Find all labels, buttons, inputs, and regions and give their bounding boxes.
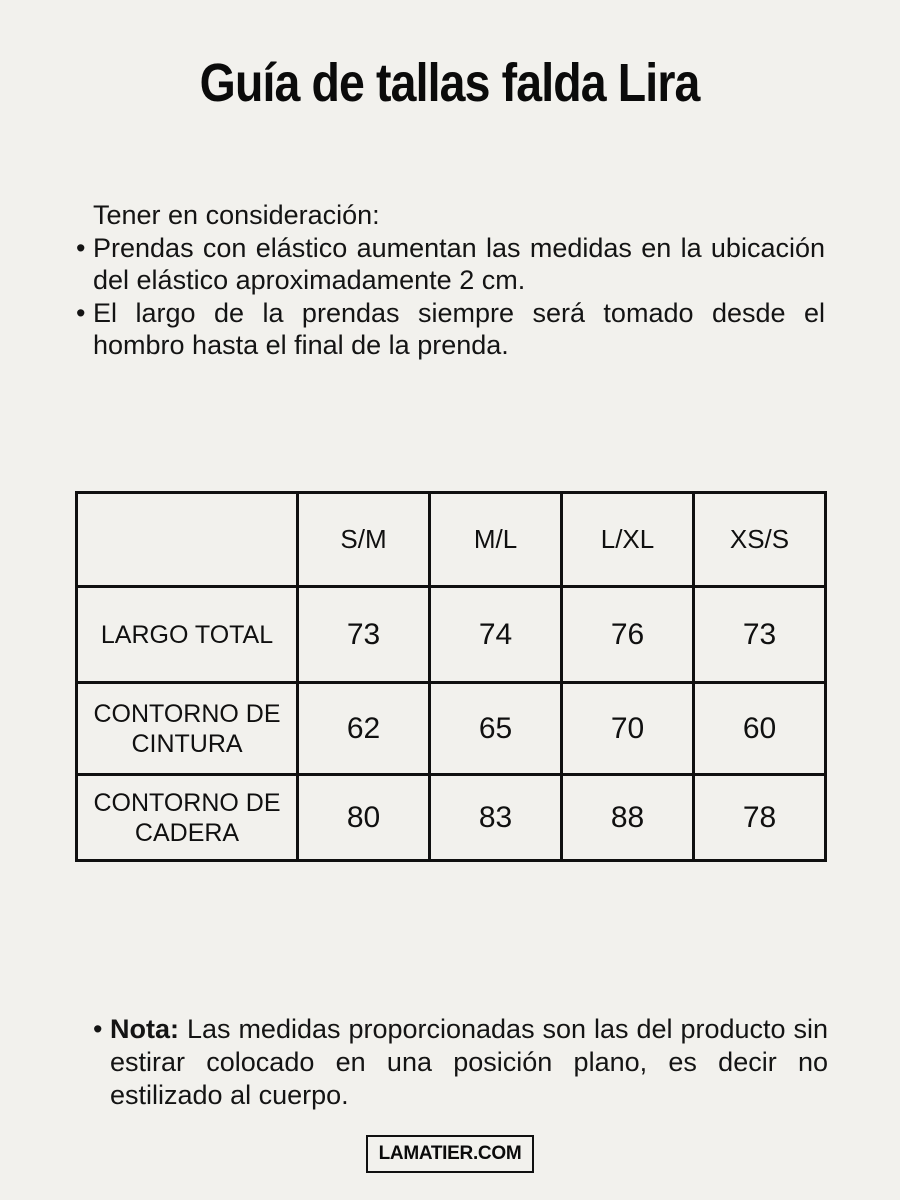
cell-value: 73 [298,587,430,683]
table-row [77,775,826,861]
footer-site-link[interactable]: LAMATIER.COM [378,1143,522,1164]
cell-value: 76 [562,587,694,683]
cell-value: 78 [694,775,826,861]
considerations-section [75,199,825,362]
bullet-icon: • [93,1014,103,1044]
column-header-ml: M/L [430,493,562,587]
table-row [77,587,826,683]
considerations-heading: Tener en consideración: [93,200,380,230]
bullet-icon: • [76,297,86,328]
bullet-icon: • [76,232,86,263]
note-label: Nota: [110,1014,179,1044]
row-label-contorno-cadera: CONTORNO DE CADERA [77,775,298,861]
cell-value: 60 [694,683,826,775]
note-text [110,1013,828,1112]
cell-value: 74 [430,587,562,683]
consideration-text: El largo de la prendas siempre será tomado desde el hombro hasta el final de la prenda. [93,297,825,360]
consideration-item [75,232,825,297]
cell-value: 83 [430,775,562,861]
footer [0,1135,900,1173]
cell-value: 65 [430,683,562,775]
size-table-header-row [77,493,826,587]
page-title: Guía de tallas falda Lira [200,53,700,113]
corner-cell [77,493,298,587]
cell-value: 70 [562,683,694,775]
size-table [75,491,827,862]
note-body: Las medidas proporcionadas son las del producto sin estirar colocado en una posición plano, es decir no estilizado al cuerpo. [110,1014,828,1110]
row-label-contorno-cintura: CONTORNO DE CINTURA [77,683,298,775]
title-wrap [0,52,900,114]
consideration-item [75,297,825,362]
note-item [92,1013,828,1112]
column-header-sm: S/M [298,493,430,587]
row-label-largo-total: LARGO TOTAL [77,587,298,683]
consideration-text: Prendas con elástico aumentan las medidas en la ubicación del elástico aproximadamente 2 cm. [93,232,825,295]
cell-value: 62 [298,683,430,775]
note-section [92,1013,828,1112]
column-header-xss: XS/S [694,493,826,587]
column-header-lxl: L/XL [562,493,694,587]
cell-value: 73 [694,587,826,683]
cell-value: 80 [298,775,430,861]
table-row [77,683,826,775]
cell-value: 88 [562,775,694,861]
footer-site-box[interactable] [366,1135,535,1173]
